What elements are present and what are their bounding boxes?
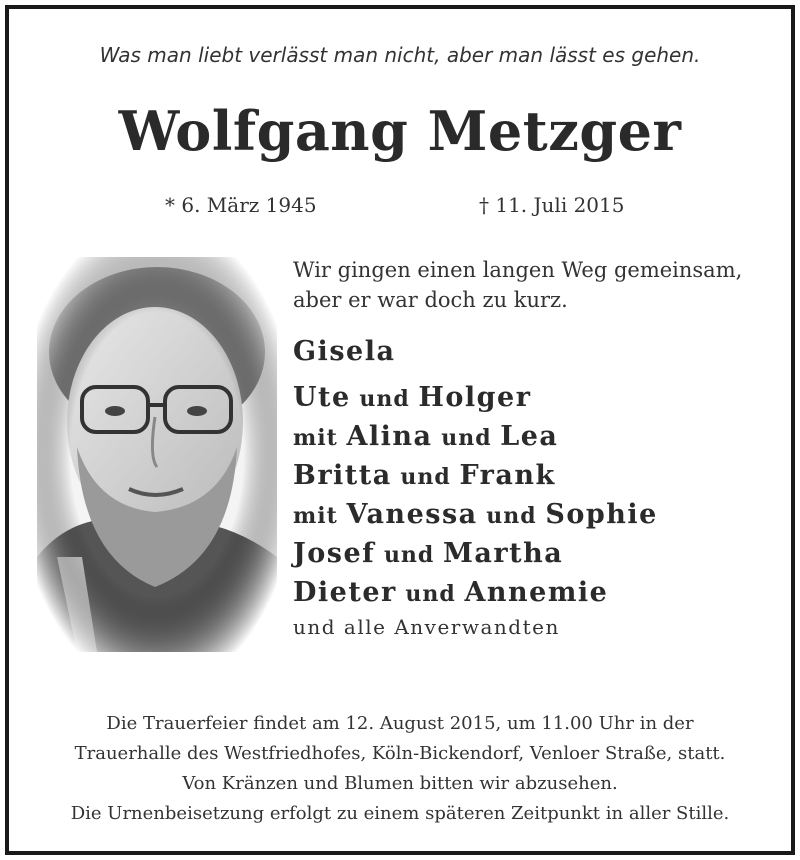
connector-text: und xyxy=(375,542,443,568)
motto-text: Was man liebt verlässt man nicht, aber man lässt es gehen. xyxy=(99,43,701,67)
family-line xyxy=(293,535,788,574)
family-member: Holger xyxy=(418,382,532,413)
details-line: Die Trauerfeier findet am 12. August 2015, um 11.00 Uhr in der xyxy=(106,713,694,734)
birth-date: * 6. März 1945 xyxy=(165,193,317,217)
memorial-quote xyxy=(293,255,788,315)
connector-text: mit xyxy=(293,503,347,529)
family-member: Martha xyxy=(442,538,564,569)
relatives-text: und alle Anverwandten xyxy=(293,615,560,639)
family-line xyxy=(293,457,788,496)
connector-text: und xyxy=(396,581,465,607)
quote-line: Wir gingen einen langen Weg gemeinsam, xyxy=(293,258,743,282)
family-line xyxy=(293,379,788,418)
family-member: Lea xyxy=(500,421,559,452)
details-line: Trauerhalle des Westfriedhofes, Köln-Bickendorf, Venloer Straße, statt. xyxy=(74,743,726,764)
family-member: Gisela xyxy=(293,336,396,367)
quote-line: aber er war doch zu kurz. xyxy=(293,288,568,312)
family-member: Frank xyxy=(459,460,556,491)
family-line xyxy=(293,333,788,371)
death-date: † 11. Juli 2015 xyxy=(479,193,625,217)
funeral-details xyxy=(9,709,791,829)
family-member: Vanessa xyxy=(346,499,478,530)
obituary-notice xyxy=(5,5,795,855)
details-line: Die Urnenbeisetzung erfolgt zu einem späteren Zeitpunkt in aller Stille. xyxy=(70,803,730,824)
deceased-name: Wolfgang Metzger xyxy=(118,99,682,163)
connector-text: und xyxy=(391,464,460,490)
connector-text: und xyxy=(432,425,501,451)
family-block xyxy=(293,255,788,639)
family-member: Annemie xyxy=(464,577,609,608)
family-member: Sophie xyxy=(545,499,658,530)
family-member: Ute xyxy=(293,382,351,413)
family-line xyxy=(293,574,788,613)
family-member: Josef xyxy=(293,538,376,569)
portrait-photo xyxy=(37,257,277,652)
family-list xyxy=(293,333,788,639)
family-member: Britta xyxy=(293,460,392,491)
details-line: Von Kränzen und Blumen bitten wir abzusehen. xyxy=(182,773,618,794)
connector-text: und xyxy=(350,386,419,412)
family-line xyxy=(293,418,788,457)
connector-text: und xyxy=(477,503,546,529)
family-member: Alina xyxy=(346,421,433,452)
family-member: Dieter xyxy=(293,577,397,608)
family-line xyxy=(293,496,788,535)
connector-text: mit xyxy=(293,425,347,451)
